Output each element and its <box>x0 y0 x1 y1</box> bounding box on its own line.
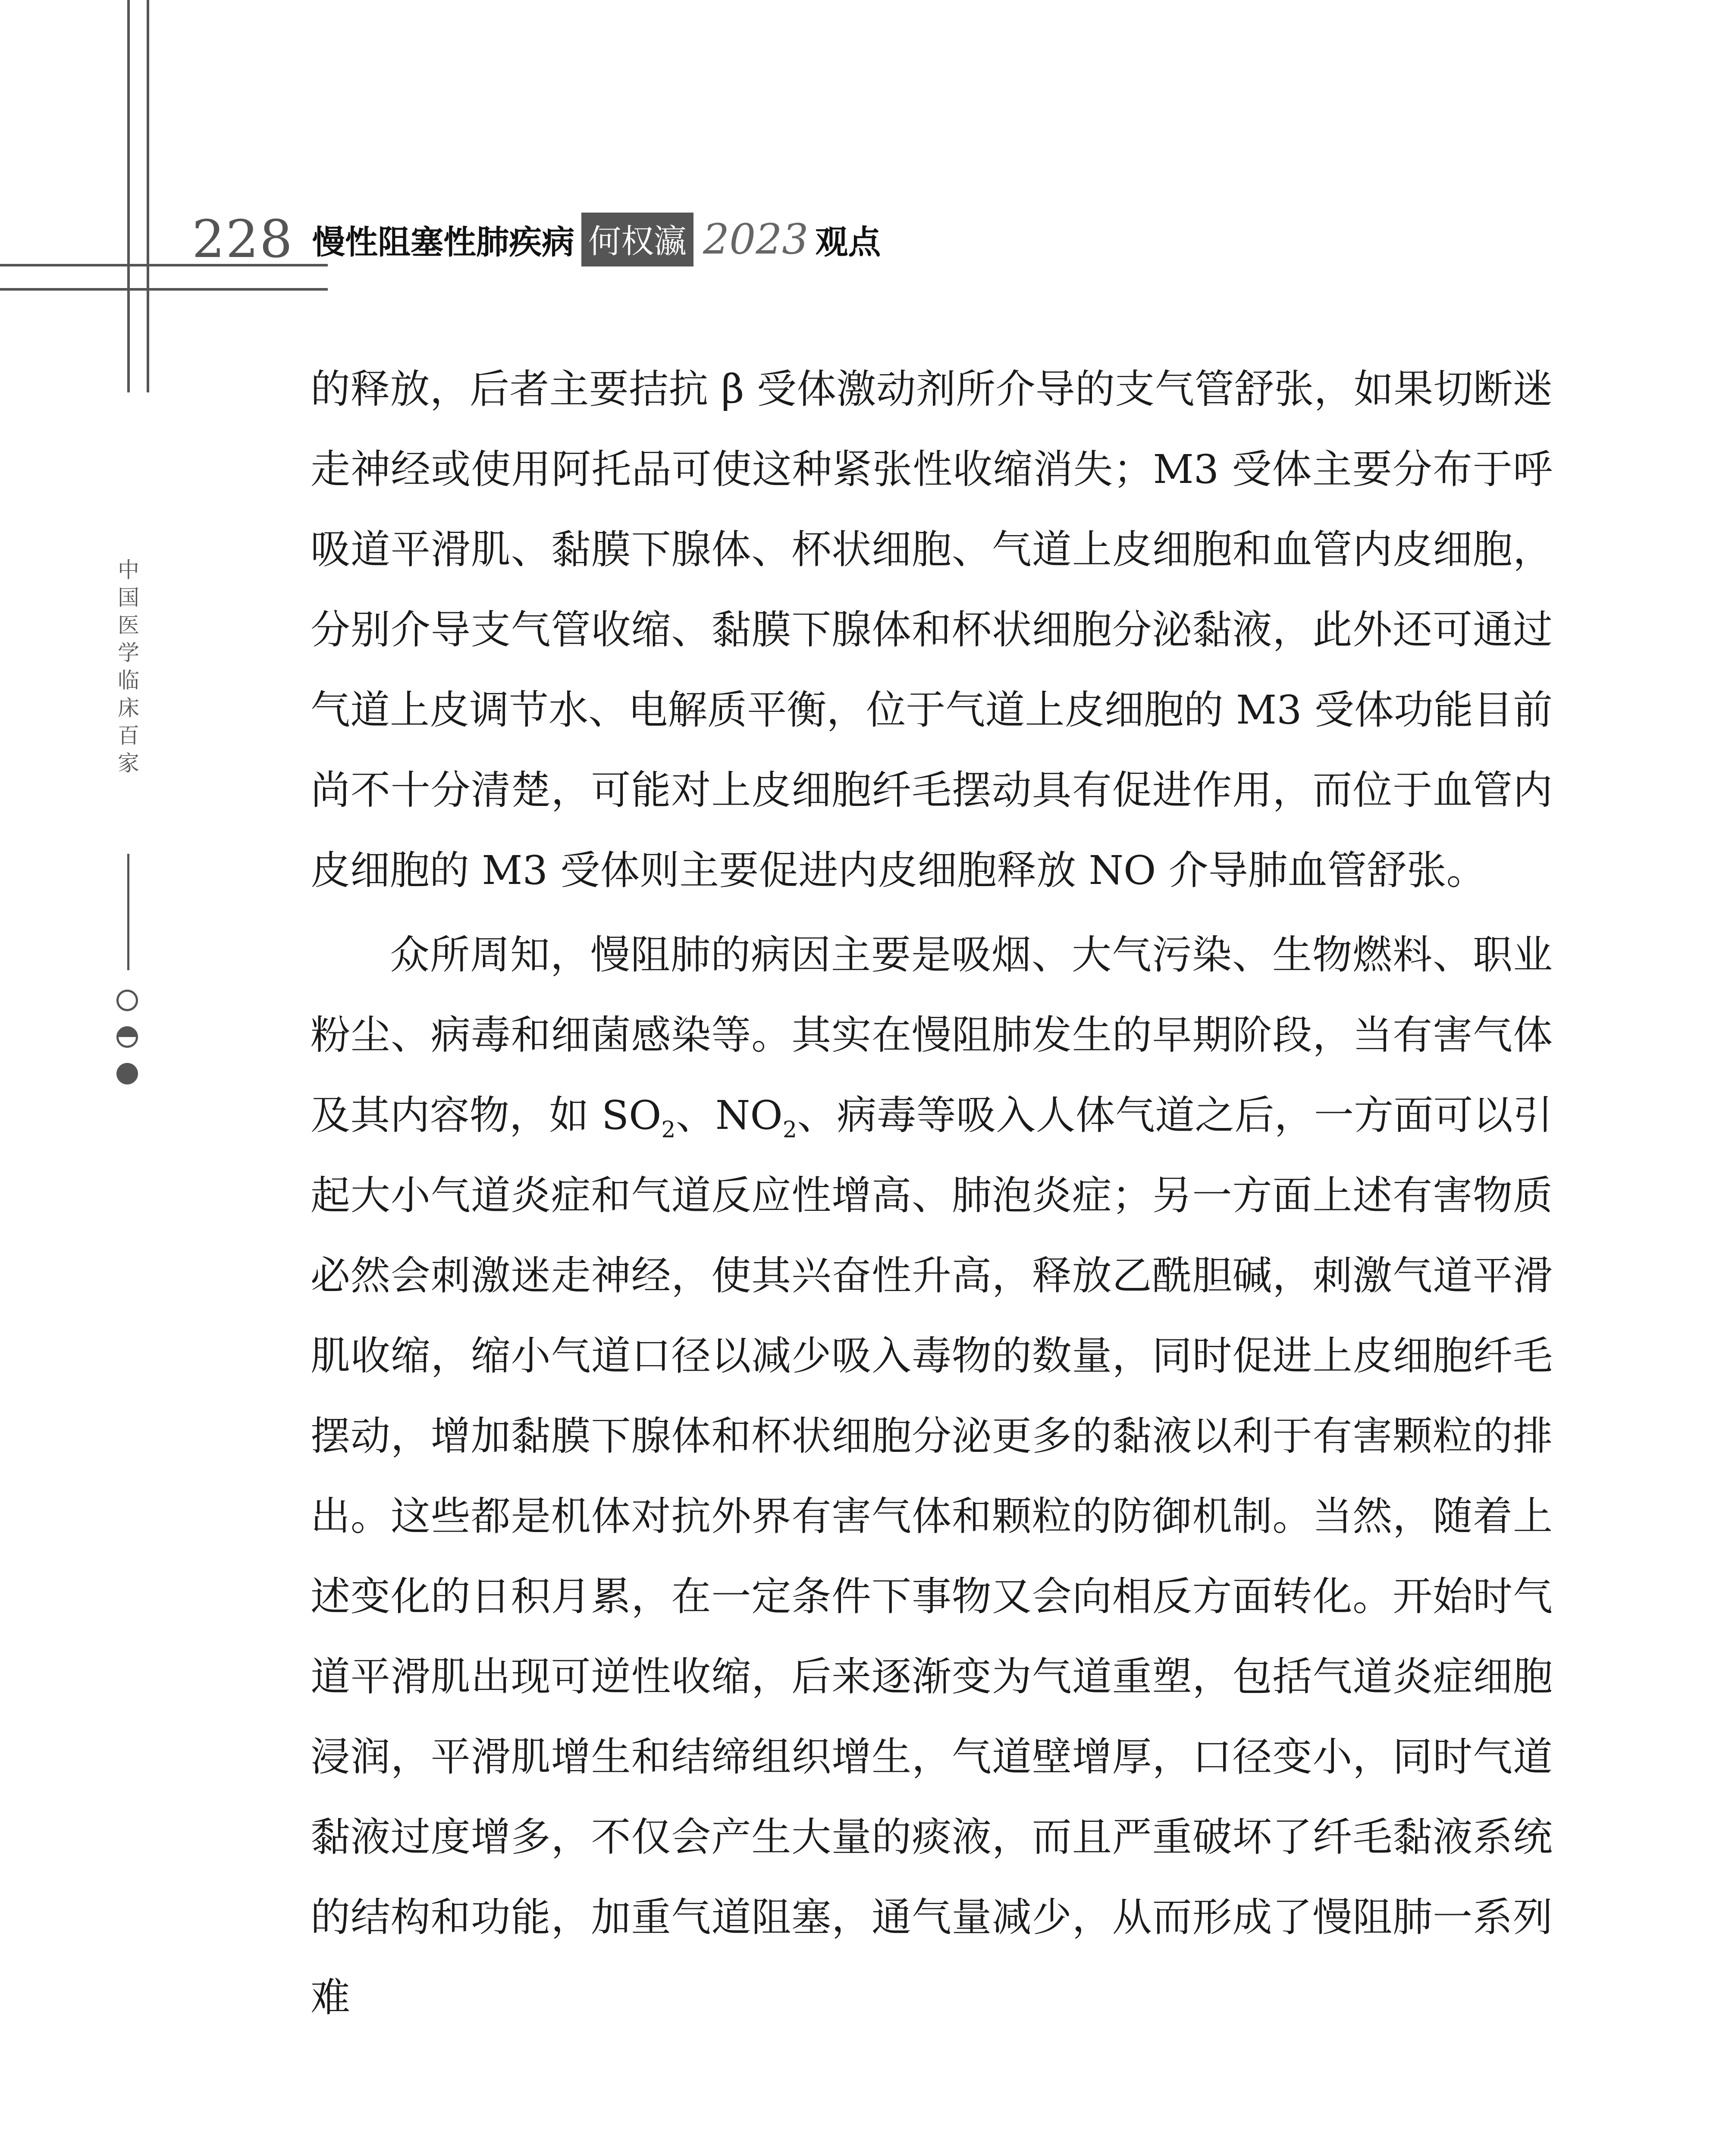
sidebar-divider <box>127 854 129 970</box>
text-run: 众所周知，慢阻肺的病因主要是吸烟、大气污染、生物燃料、职业粉尘、病毒和细菌感染等。其实在慢阻肺发生的早期阶段，当有害气体及其内容物，如 SO <box>311 932 1553 1138</box>
paragraph: 的释放，后者主要拮抗 β 受体激动剂所介导的支气管舒张，如果切断迷走神经或使用阿托品可使这种紧张性收缩消失；M3 受体主要分布于呼吸道平滑肌、黏膜下腺体、杯状细胞、气道上皮细胞和血管内皮细胞，分别介导支气管收缩、黏膜下腺体和杯状细胞分泌黏液，此外还可通过气道上皮调节水、电解质平衡，位于气道上皮细胞的 M3 受体功能目前尚不十分清楚，可能对上皮细胞纤毛摆动具有促进作用，而位于血管内皮细胞的 M3 受体则主要促进内皮细胞释放 NO 介导肺血管舒张。 <box>311 366 1553 893</box>
text-run: 、NO <box>675 1092 783 1138</box>
series-name-vertical: 中国医学临床百家 <box>118 558 139 776</box>
subscript: 2 <box>782 1117 797 1143</box>
empty-circle-icon <box>116 990 138 1011</box>
horizontal-rule-bottom <box>0 288 328 291</box>
paragraph <box>311 915 1553 2038</box>
body-text <box>311 349 1553 2038</box>
vertical-rule-left <box>127 0 130 392</box>
running-header <box>192 203 881 276</box>
edition-year: 2023 <box>703 215 809 263</box>
book-title: 慢性阻塞性肺疾病 <box>312 222 575 261</box>
viewpoint-label: 观点 <box>815 222 881 261</box>
vertical-rule-right <box>147 0 149 392</box>
text-run: 、病毒等吸入人体气道之后，一方面可以引起大小气道炎症和气道反应性增高、肺泡炎症；另一方面上述有害物质必然会刺激迷走神经，使其兴奋性升高，释放乙酰胆碱，刺激气道平滑肌收缩，缩小气道口径以减少吸入毒物的数量，同时促进上皮细胞纤毛摆动，增加黏膜下腺体和杯状细胞分泌更多的黏液以利于有害颗粒的排出。这些都是机体对抗外界有害气体和颗粒的防御机制。当然，随着上述变化的日积月累，在一定条件下事物又会向相反方面转化。开始时气道平滑肌出现可逆性收缩，后来逐渐变为气道重塑，包括气道炎症细胞浸润，平滑肌增生和结缔组织增生，气道壁增厚，口径变小，同时气道黏液过度增多，不仅会产生大量的痰液，而且严重破坏了纤毛黏液系统的结构和功能，加重气道阻塞，通气量减少，从而形成了慢阻肺一系列难 <box>311 1092 1553 2021</box>
filled-circle-icon <box>116 1063 138 1084</box>
half-circle-icon <box>116 1026 138 1048</box>
page-number: 228 <box>192 209 294 270</box>
author-name: 何权瀛 <box>581 213 693 266</box>
subscript: 2 <box>661 1117 676 1143</box>
